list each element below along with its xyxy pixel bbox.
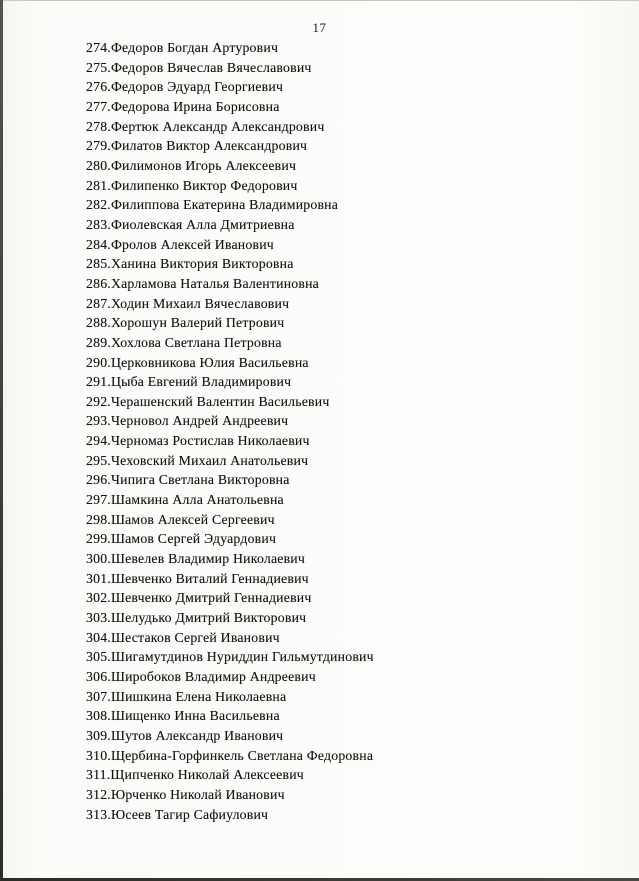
list-item: 312.Юрченко Николай Иванович bbox=[86, 786, 285, 802]
list-item: 300.Шевелев Владимир Николаевич bbox=[86, 551, 306, 567]
list-item: 290.Церковникова Юлия Васильевна bbox=[86, 354, 309, 370]
list-item: 276.Федоров Эдуард Георгиевич bbox=[86, 79, 284, 95]
list-item: 311.Щипченко Николай Алексеевич bbox=[86, 767, 304, 783]
name-list bbox=[86, 38, 625, 824]
list-item: 303.Шелудько Дмитрий Викторович bbox=[86, 610, 307, 626]
list-item: 301.Шевченко Виталий Геннадиевич bbox=[86, 570, 309, 586]
list-item: 295.Чеховский Михаил Анатольевич bbox=[86, 452, 309, 468]
list-item: 291.Цыба Евгений Владимирович bbox=[86, 374, 292, 390]
list-item: 275.Федоров Вячеслав Вячеславович bbox=[86, 59, 312, 75]
list-item: 305.Шигамутдинов Нуриддин Гильмутдинович bbox=[86, 649, 374, 665]
list-item: 285.Ханина Виктория Викторовна bbox=[86, 256, 294, 272]
list-item: 309.Шутов Александр Иванович bbox=[86, 727, 284, 743]
list-item: 293.Черновол Андрей Андреевич bbox=[86, 413, 289, 429]
list-item: 288.Хорошун Валерий Петрович bbox=[86, 315, 285, 331]
list-item: 299.Шамов Сергей Эдуардович bbox=[86, 531, 277, 547]
list-item: 289.Хохлова Светлана Петровна bbox=[86, 334, 282, 350]
scan-edge-top bbox=[0, 0, 639, 1]
list-item: 286.Харламова Наталья Валентиновна bbox=[86, 275, 319, 291]
list-item: 287.Ходин Михаил Вячеславович bbox=[86, 295, 290, 311]
list-item: 274.Федоров Богдан Артурович bbox=[86, 40, 279, 55]
list-item: 307.Шишкина Елена Николаевна bbox=[86, 688, 287, 704]
list-item: 292.Черашенский Валентин Васильевич bbox=[86, 393, 330, 409]
list-item: 310.Щербина-Горфинкель Светлана Федоровна bbox=[86, 747, 374, 763]
list-item: 281.Филипенко Виктор Федорович bbox=[86, 177, 298, 193]
list-item: 279.Филатов Виктор Александрович bbox=[86, 138, 308, 154]
list-item: 297.Шамкина Алла Анатольевна bbox=[86, 492, 284, 508]
list-item: 284.Фролов Алексей Иванович bbox=[86, 236, 274, 252]
list-item: 298.Шамов Алексей Сергеевич bbox=[86, 511, 275, 527]
list-item: 304.Шестаков Сергей Иванович bbox=[86, 629, 280, 645]
list-item: 296.Чипига Светлана Викторовна bbox=[86, 472, 290, 488]
list-item: 283.Фиолевская Алла Дмитриевна bbox=[86, 216, 295, 232]
scan-edge-left bbox=[0, 0, 3, 881]
list-item: 302.Шевченко Дмитрий Геннадиевич bbox=[86, 590, 312, 606]
page-number: 17 bbox=[312, 20, 327, 35]
list-item: 277.Федорова Ирина Борисовна bbox=[86, 98, 280, 114]
list-item: 280.Филимонов Игорь Алексеевич bbox=[86, 157, 297, 173]
list-item: 308.Шищенко Инна Васильевна bbox=[86, 708, 280, 724]
list-item: 313.Юсеев Тагир Сафиулович bbox=[86, 806, 269, 822]
list-item: 294.Черномаз Ростислав Николаевич bbox=[86, 433, 310, 449]
list-item: 306.Широбоков Владимир Андреевич bbox=[86, 669, 316, 684]
list-item: 282.Филиппова Екатерина Владимировна bbox=[86, 197, 339, 213]
list-item: 278.Фертюк Александр Александрович bbox=[86, 118, 325, 134]
